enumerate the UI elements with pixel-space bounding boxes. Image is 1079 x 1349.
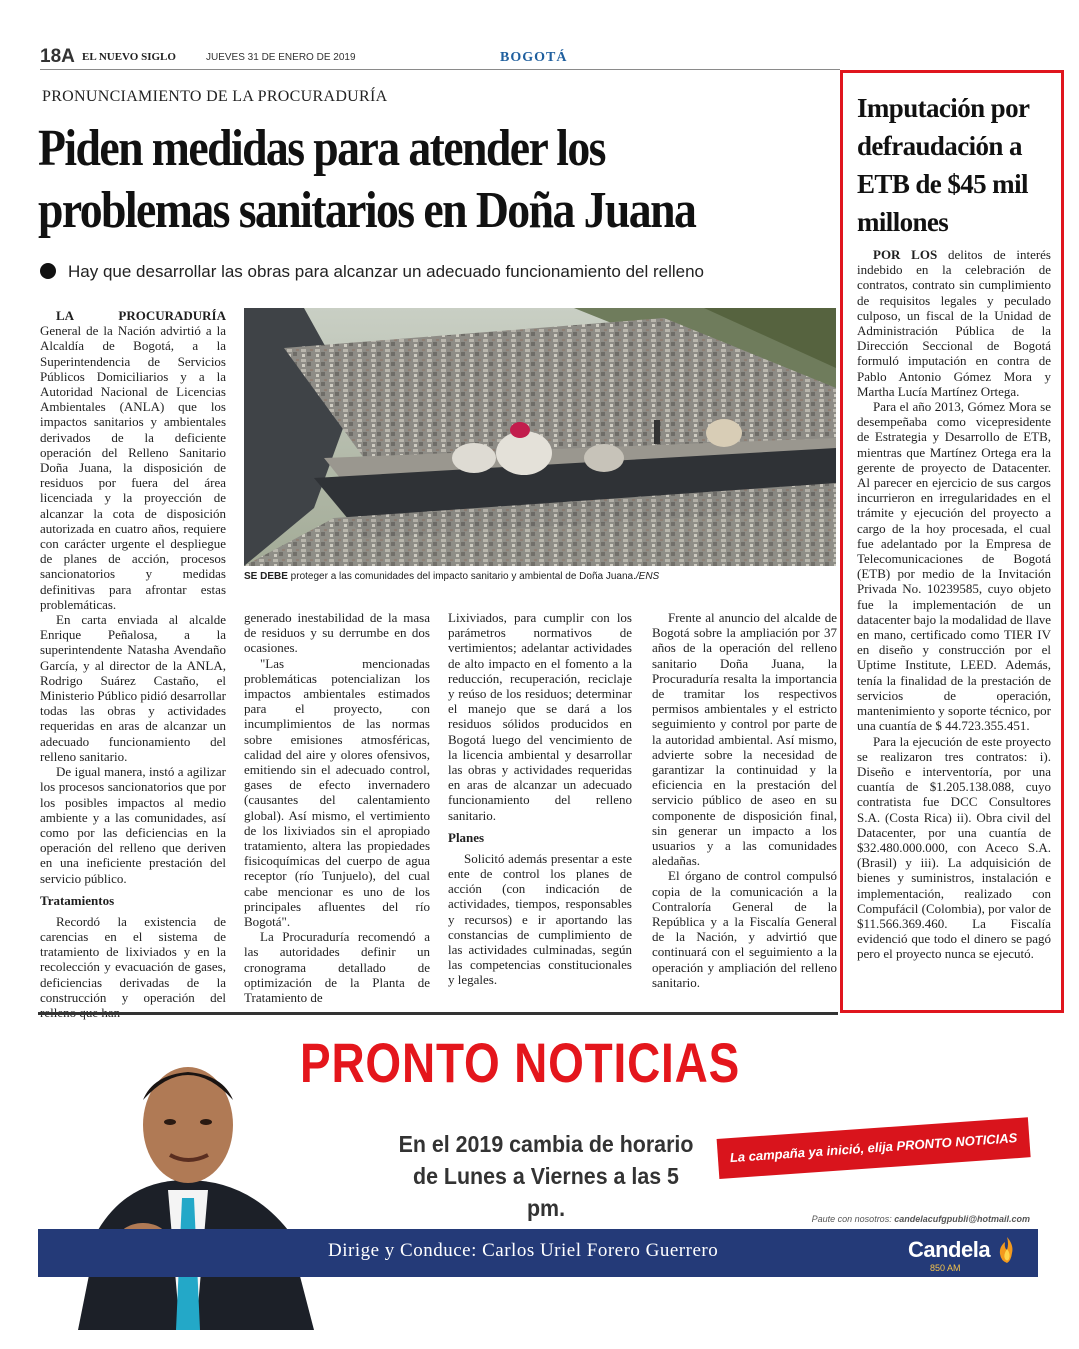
ad-campaign-banner: La campaña ya inició, elija PRONTO NOTICIAS [717, 1117, 1031, 1179]
paragraph: El órgano de control compulsó copia de la comunicación a la Contraloría General de la República y a la Fiscalía General de la Nación, y advirtió que continuará con el seguimiento a la operación y ampliación del relleno sanitario. [652, 868, 837, 990]
photo-caption [244, 571, 844, 582]
paragraph-text: General de la Nación advirtió a la Alcaldía de Bogotá, a la Superintendencia de Servicios Públicos Domiciliarios y a la Autoridad Nacional de Licencias Ambientales (ANLA) que los impactos sanitarios y ambientales derivados de la deficiente operación del Relleno Sanitario Doña Juana, la disposición de residuos por fuera del área licenciada y la proyección de alcanzar la cota de disposición autorizada en cuatro años, requiere con carácter urgente el despliegue de planes de acción, procesos sancionatorios y medidas definitivas para afrontar estas problemáticas. [40, 323, 226, 612]
landfill-photo [244, 308, 836, 566]
paragraph: La Procuraduría recomendó a las autoridades definir un cronograma detallado de optimización de la Planta de Tratamiento de [244, 929, 430, 1006]
paragraph: Para la ejecución de este proyecto se realizaron tres contratos: i). Diseño e interventoría, por una cuantía de $1.205.138.088, cuyo contratista fue DCC Consultores S.A. (Costa Rica) ii). Obra civil del Datacenter, por una cuantía de $32.480.000.000, con Aceco S.A. (Brasil) y iii). La adquisición de bienes y suministros, instalación e implementación, realizado con Compufácil (Colombia), por valor de $11.566.369.460. La Fiscalía evidenció que todo el dinero se pagó pero el proyecto nunca se ejecutó. [857, 733, 1051, 962]
article-column-4 [652, 610, 837, 990]
page-number: 18A [40, 46, 75, 67]
schedule-line: de Lunes a Viernes a las 5 pm. [413, 1163, 679, 1221]
schedule-line: En el 2019 cambia de horario [398, 1131, 694, 1157]
presenter-photo [58, 1030, 314, 1330]
paragraph: generado inestabilidad de la masa de residuos y su derrumbe en dos ocasiones. [244, 610, 430, 656]
section-subhead: Planes [448, 829, 485, 845]
logo-frequency: 850 AM [930, 1263, 961, 1273]
paragraph: Lixiviados, para cumplir con los parámetros normativos de vertimientos; adelantar actividades de alto impacto en el fomento a la reducción, recuperación, reciclaje y reúso de los residuos; determinar el manejo que se dará a los residuos sólidos producidos en Bogotá luego del vencimiento de la licencia ambiental y desarrollar las obras y actividades requeridas en aras de alcanzar un adecuado funcionamiento del relleno sanitario. [448, 610, 632, 823]
headline-line: problemas sanitarios en Doña Juana [38, 182, 696, 239]
section-divider [38, 1012, 838, 1015]
article-column-3 [448, 610, 632, 988]
headline-line: Piden medidas para atender los [38, 120, 605, 177]
ad-schedule [397, 1128, 695, 1224]
paragraph [40, 308, 226, 612]
paragraph: Frente al anuncio del alcalde de Bogotá sobre la ampliación por 37 años de la operación del relleno sanitario Doña Juana, la Procuraduría resalta la importancia de tramitar los respectivos permisos ambientales y el estricto seguimiento y control por parte de la autoridad ambiental. Así mismo, advierte sobre la necesidad de garantizar la continuidad y la eficiencia en la prestación del servicio público de aseo en su componente de disposición final, sin generar un impacto a los usuarios y a las comunidades aledañas. [652, 610, 837, 869]
section-name: BOGOTÁ [500, 50, 568, 65]
subhead-text: Hay que desarrollar las obras para alcanzar un adecuado funcionamiento del relleno [68, 262, 705, 281]
article-kicker: PRONUNCIAMIENTO DE LA PROCURADURÍA [42, 88, 388, 105]
caption-text: proteger a las comunidades del impacto sanitario y ambiental de Doña Juana. [287, 571, 636, 582]
candela-logo [906, 1233, 1026, 1275]
article-column-2 [244, 610, 430, 1005]
paragraph-text: delitos de interés indebido en la celebración de contratos, contrato sin cumplimiento de requisitos legales y peculado culposo, un fiscal de la Unidad de Administración Pública de la Dirección Seccional de Bogotá formuló imputación en contra de Pablo Antonio Gómez Mora y Martha Lucía Martínez Ortega. [857, 247, 1051, 399]
publication-name: EL NUEVO SIGLO [82, 51, 176, 63]
lead-runin: LA PROCURADURÍA [56, 308, 226, 323]
presenter-credit: Dirige y Conduce: Carlos Uriel Forero Guerrero [328, 1240, 719, 1261]
article-subhead [40, 262, 840, 282]
paragraph: Para el año 2013, Gómez Mora se desempeñaba como vicepresidente de Estrategia y Desarrollo de ETB, mientras que Martínez Ortega era la gerente de proyecto de Datacenter. Al parecer en ejercicio de sus cargos incurrieron en irregularidades en el trámite y ejecución del proyecto a cargo de la hoy procesada, el cual fue adelantado por la Empresa de Telecomunicaciones de Bogotá (ETB) por medio de la Invitación Privada No. 10239585, cuyo objeto fue la implementación de un datacenter bajo la modalidad de llave en mano, certificado como TIER IV en diseño y construcción por el Uptime Institute, LEED. Además, tenía la finalidad de la prestación de servicios de operación, mantenimiento y soporte técnico, por una cuantía de $ 44.723.355.451. [857, 399, 1051, 734]
presenter-portrait-image [58, 1030, 314, 1330]
bullet-icon [40, 263, 56, 279]
paragraph: En carta enviada al alcalde Enrique Peñalosa, a la superintendente Natasha Avendaño García, y al director de la ANLA, Rodrigo Suárez Castaño, el Ministerio Público pidió desarrollar todas las obras y actividades requeridas en aras de alcanzar un adecuado funcionamiento del relleno sanitario. [40, 612, 226, 764]
paragraph: "Las mencionadas problemáticas potencializan los impactos ambientales estimados para el proyecto, con incumplimientos de las normas sobre emisiones atmosféricas, calidad del aire y olores ofensivos, emitiendo sin el adecuado control, gases de efecto invernadero (causantes del calentamiento global). Así mismo, el vertimiento de los lixiviados sin el apropiado tratamiento, altera las propiedades fisicoquímicas del cuerpo de agua receptor (río Tunjuelo), del cual cabe mencionar es uno de los principales afluentes del río Bogotá". [244, 655, 430, 930]
ad-contact [760, 1214, 1030, 1224]
sidebar-body [857, 247, 1051, 962]
issue-date: JUEVES 31 DE ENERO DE 2019 [206, 52, 356, 63]
ad-presenter-bar [38, 1229, 1038, 1277]
article-column-1 [40, 308, 226, 1020]
paragraph: De igual manera, instó a agilizar los procesos sancionatorios que por los posibles impactos al medio ambiente y a las comunidades, así como por las deficiencias en la operación del relleno que deriven en una ineficiente prestación del servicio público. [40, 764, 226, 886]
logo-name: Candela [908, 1237, 991, 1262]
landfill-photo-image [244, 308, 836, 566]
ad-title: PRONTO NOTICIAS [300, 1031, 741, 1094]
section-subhead: Tratamientos [40, 892, 115, 908]
contact-label: Paute con nosotros: [811, 1214, 892, 1224]
paragraph: Solicitó además presentar a este ente de control los planes de acción (con indicación de actividades, tiempos, responsables y recursos) e ir aportando las constancias de cumplimiento de las actividades culminadas, según las competencias constitucionales y legales. [448, 850, 632, 988]
paragraph [857, 247, 1051, 399]
lead-runin: POR LOS [873, 247, 938, 262]
sidebar-box [840, 70, 1064, 1013]
sidebar-headline: Imputación por defraudación a ETB de $45 mil millones [857, 93, 1029, 237]
page-folio [40, 48, 840, 70]
contact-email: candelacufgpubli@hotmail.com [891, 1214, 1030, 1224]
article-headline [38, 118, 751, 242]
caption-credit: /ENS [635, 571, 660, 582]
flame-icon [998, 1237, 1016, 1263]
paragraph: Recordó la existencia de carencias en el sistema de tratamiento de lixiviados y en la recolección y evacuación de gases, deficiencias derivadas de la construcción y operación del relleno que han [40, 913, 226, 1020]
caption-lead: SE DEBE [244, 571, 288, 582]
